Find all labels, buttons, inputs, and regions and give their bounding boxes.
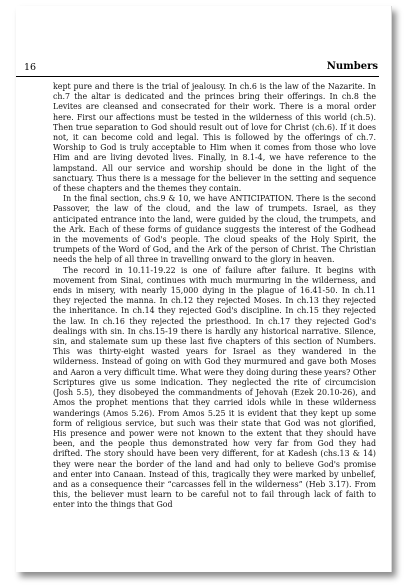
paragraph-anticipation: In the final section, chs.9 & 10, we have ANTICIPATION. There is the second Passover, the law of the cloud, and the law of trumpets. Israel, as they anticipated entrance into the land, were guided by the cloud, the trumpets, and the Ark. Each of these forms of guidance suggests the interest of the Godhead in the movements of God's people. The cloud speaks of the Holy Spirit, the trumpets of the Word of God, and the Ark of the person of Christ. The Christian needs the help of all three in travelling onward to the glory in heaven. (53, 194, 376, 265)
paragraph-failure: The record in 10.11-19.22 is one of failure after failure. It begins with movement from Sinai, continues with much murmuring in the wilderness, and ends in misery, with nearly 15,000 dying in the plague of 16.41-50. In ch.11 they rejected the manna. In ch.12 they rejected Moses. In ch.13 they rejected the inheritance. In ch.14 they rejected God's discipline. In ch.15 they rejected the law. In ch.16 they rejected the priesthood. In ch.17 they rejected God's dealings with sin. In chs.15-19 there is hardly any historical narrative. Silence, sin, and stalemate sum up these last five chapters of this section of Numbers. This was thirty-eight wasted years for Israel as they wandered in the wilderness. Instead of going on with God they murmured and gave both Moses and Aaron a very difficult time. What were they doing during these years? Other Scriptures give us some indication. They neglected the rite of circumcision (Josh 5.5), they disobeyed the commandments of Jehovah (Ezek 20.10-26), and Amos the prophet mentions that they carried idols while in these wilderness wanderings (Amos 5.26). From Amos 5.25 it is evident that they kept up some form of religious service, but such was their state that God was not glorified, His presence and power were not known to the extent that they should have been, and the people thus demonstrated how very far from God they had drifted. The story should have been very different, for at Kadesh (chs.13 & 14) they were near the border of the land and had only to believe God's promise and enter into Canaan. Instead of this, tragically they were marked by unbelief, and as a consequence their “carcasses fell in the wilderness” (Heb 3.17). From this, the believer must learn to be careful not to fail through lack of faith to enter into the things that God (53, 265, 376, 510)
running-title: Numbers (326, 61, 378, 72)
paragraph-continued: kept pure and there is the trial of jealousy. In ch.6 is the law of the Nazarite. In ch.7 the altar is dedicated and the princes bring their offerings. In ch.8 the Levites are cleansed and consecrated for their work. There is a moral order here. First our affections must be tested in the wilderness of this world (ch.5). Then true separation to God should result out of love for Christ (ch.6). If it does not, it can become cold and legal. This is followed by the offerings of ch.7. Worship to God is truly acceptable to Him when it comes from those who love Him and are living devoted lives. Finally, in 8.1-4, we have reference to the lampstand. All our service and worship should be done in the light of the sanctuary. Thus there is a message for the believer in the setting and sequence of these chapters and the themes they contain. (53, 82, 376, 194)
running-header (16, 58, 379, 77)
page-number: 16 (24, 62, 37, 73)
book-page (16, 6, 392, 572)
body-text (53, 82, 376, 511)
